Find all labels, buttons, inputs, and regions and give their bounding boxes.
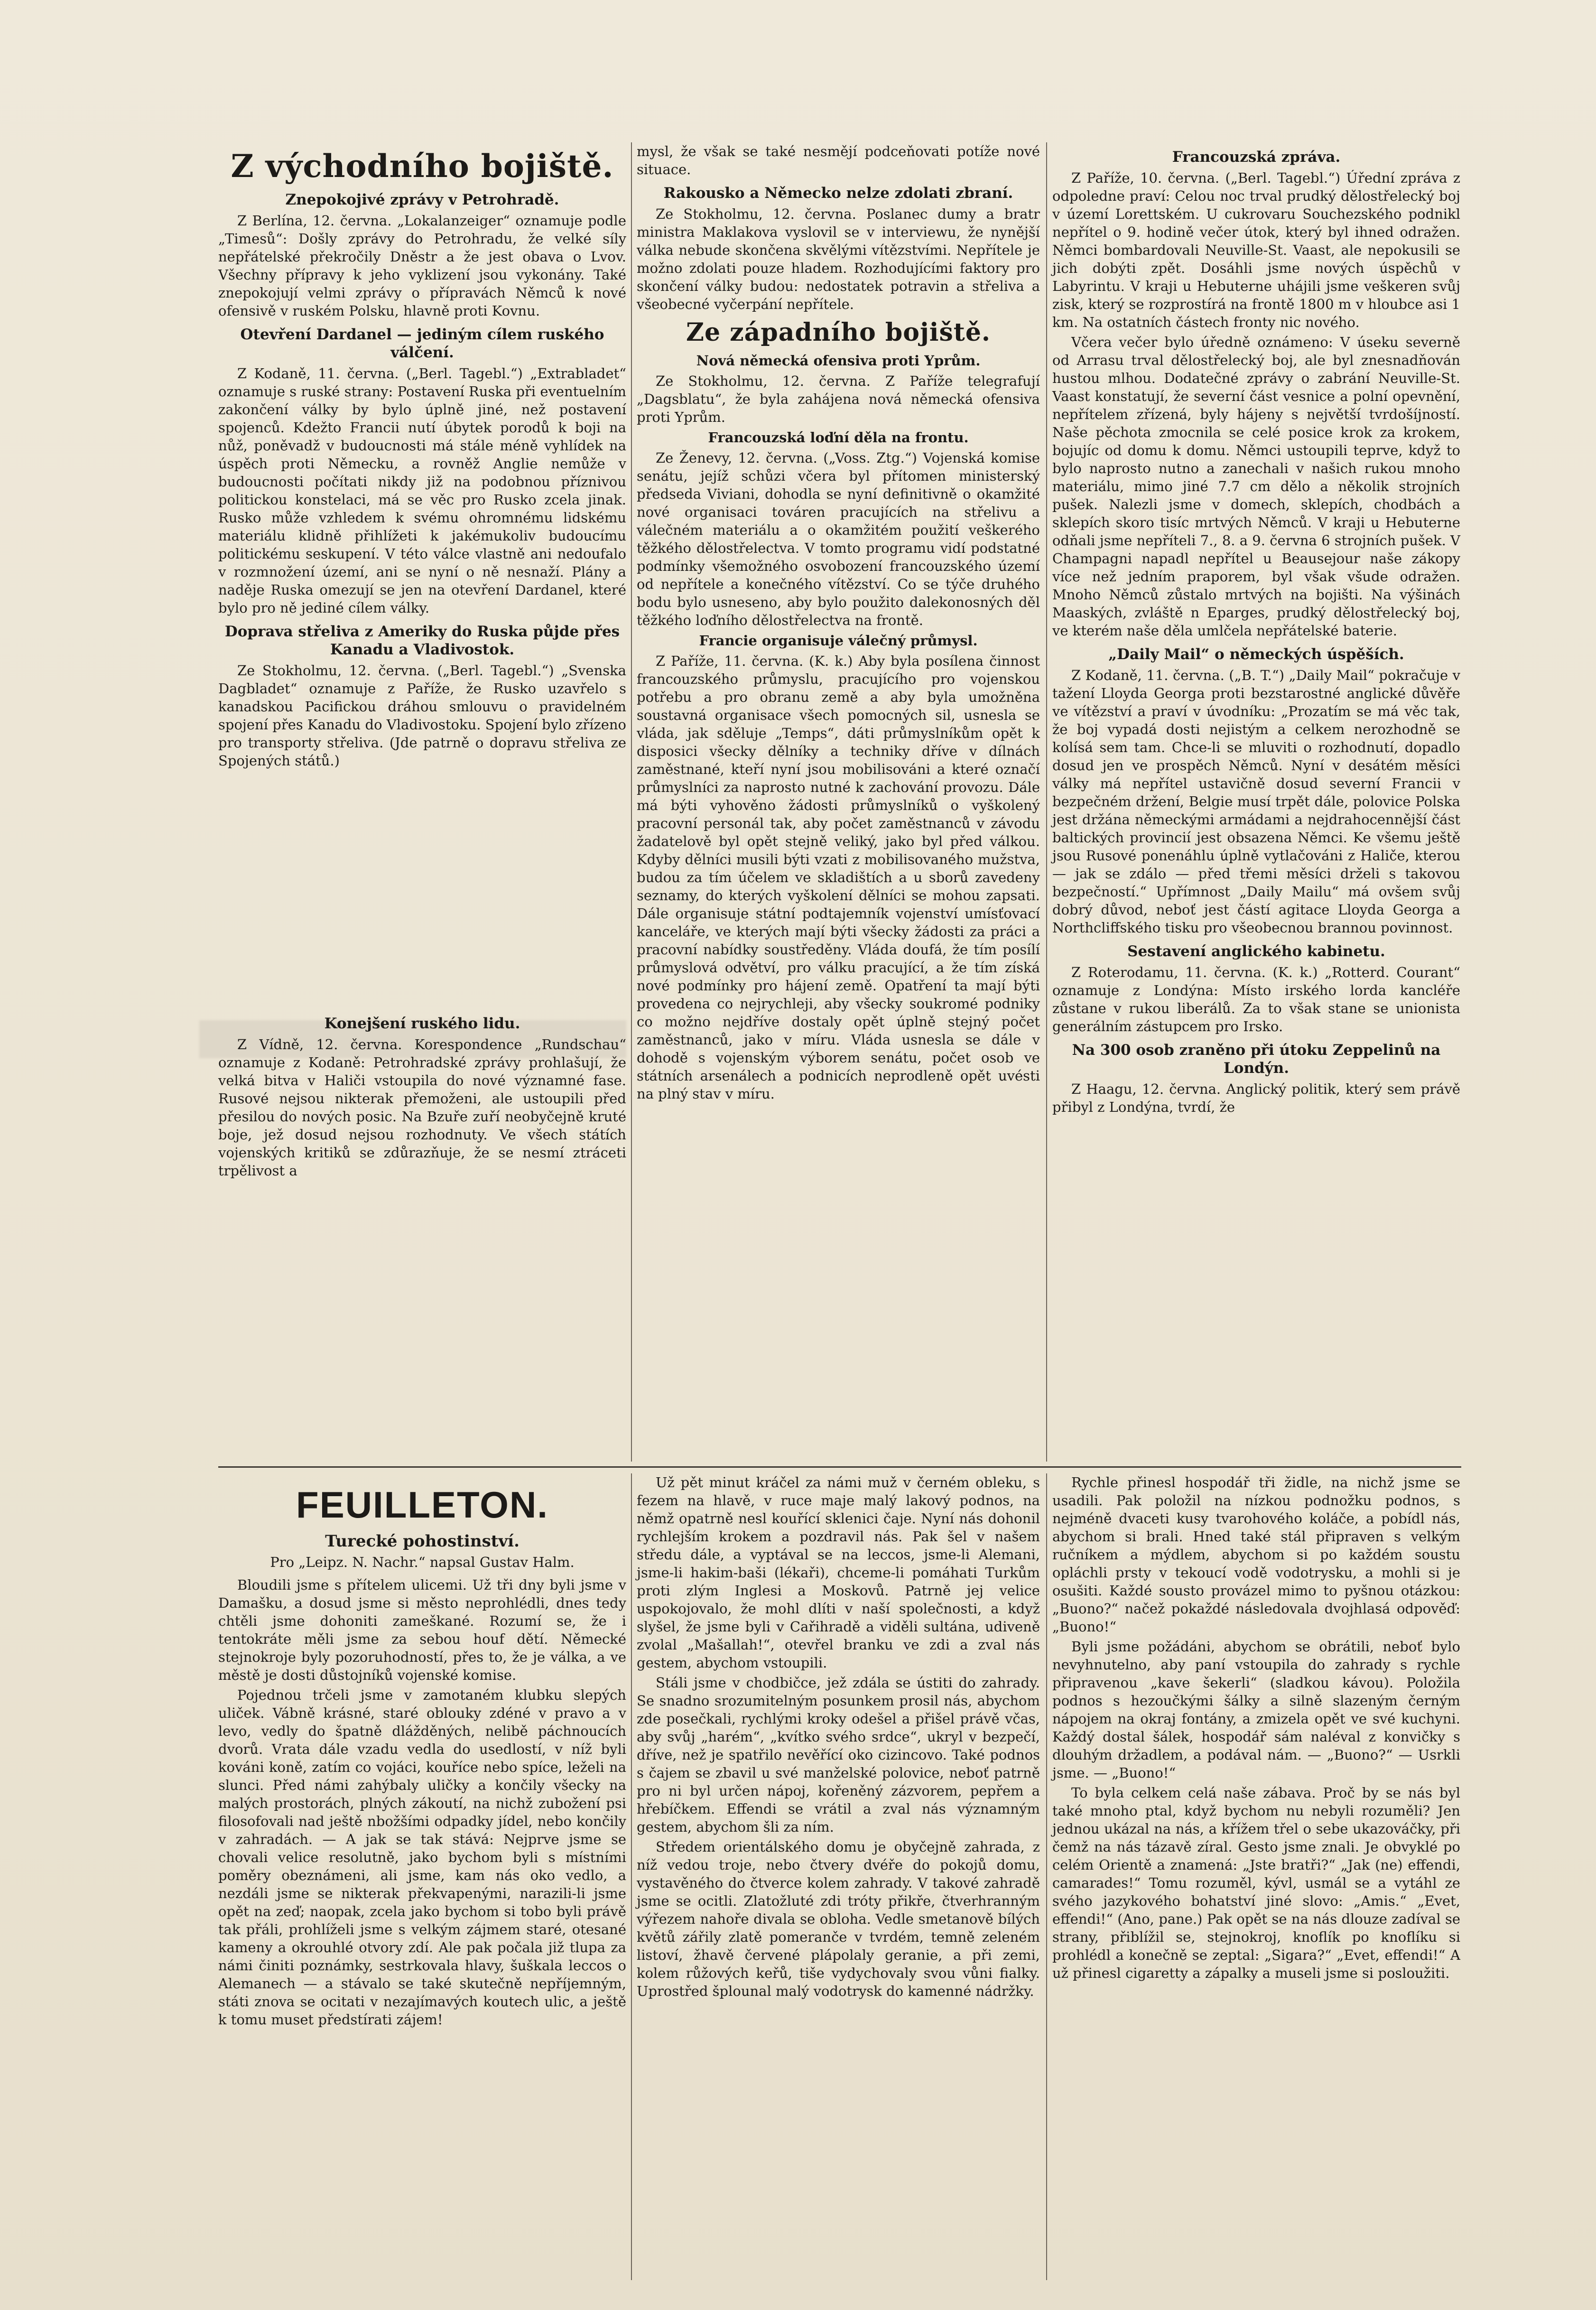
feuilleton-byline: Pro „Leipz. N. Nachr.“ napsal Gustav Halm. xyxy=(270,1554,575,1570)
article-heading: Na 300 osob zraněno při útoku Zeppelinů na Londýn. xyxy=(1072,1042,1441,1077)
article-heading: Francouzská zpráva. xyxy=(1172,149,1341,166)
article-text: Ze Stokholmu, 12. června. Poslanec dumy a bratr ministra Maklakova vyslovil se v interviewu, že nynější válka nebude skončena skvělými vítězstvími. Nepřítele je možno zdolati pouze hladem. Rozhodujícími faktory pro skončení války budou: nedostatek potravin a střeliva a všeobecné vyčerpání nepřítele. xyxy=(637,206,1040,312)
article-text: Včera večer bylo úředně oznámeno: V úseku severně od Arrasu trval dělostřelecký boj, ale byl znesnadňován hustou mlhou. Dodatečné zprávy o zabrání Neuville-St. Vaast konstatují, že severní část vesnice a polní opevnění, nepřítelem zřízená, byly hájeny s největší tvrdošíjností. Naše pěchota zmocnila se celé posice krok za krokem, bojujíc od domu k domu. Němci ustoupili teprve, když to bylo naprosto nutno a zanechali v našich rukou mnoho materiálu, mimo jiné 7.7 cm dělo a několik strojních pušek. Nalezli jsme v domech, sklepích, chodbách a sklepích skoro tisíc mrtvých Němců. V kraji u Hebuterne odňali jsme nepříteli 7., 8. a 9. června 6 strojních pušek. V Champagni napadl nepřítel u Beausejour naše zákopy více než jedním praporem, byl však všude odražen. Mnoho Němců zůstalo mrtvých na bojišti. Na výšinách Maaských, zvláště n Eparges, prudký dělostřelecký boj, ve kterém naše děla umlčela nepřátelské baterie. xyxy=(1052,334,1460,639)
feuilleton-separator xyxy=(218,1466,1461,1468)
article-text: Z Vídně, 12. června. Korespondence „Rundschau“ oznamuje z Kodaně: Petrohradské zprávy prohlašují, že velká bitva v Haliči vstoupila do nové významné fase. Rusové nejsou nikterak přemoženi, ale ustoupili před přesilou do nových posic. Na Bzuře zuří neobyčejně kruté boje, jež dosud nejsou rozhodnuty. Ve všech státích vojenských kritiků se zdůrazňuje, že se nesmí ztráceti trpělivost a xyxy=(218,1036,626,1179)
article-heading: Francie organisuje válečný průmysl. xyxy=(699,633,978,649)
article-text: Ze Stokholmu, 12. června. Z Paříže telegrafují „Dagsblatu“, že byla zahájena nová německá ofensiva proti Yprům. xyxy=(637,373,1040,425)
article-heading: Konejšení ruského lidu. xyxy=(324,1015,520,1032)
feuilleton-paragraph: Středem orientálského domu je obyčejně zahrada, z níž vedou troje, nebo čtvery dvéře do pokojů domu, vystavěného do čtverce kolem zahrady. V takové zahradě jsme se ocitli. Zlatožluté zdi tróty přikře, čtverhranným výřezem nahoře divala se obloha. Vedle smetanově bílých květů zářily zlatě pomeranče v tvrdém, temně zeleném listoví, žhavě červené plápolaly geranie, a při zemi, kolem růžových keřů, tiše vydychovaly svou vůni fialky. Uprostřed šplounal malý vodotrysk do kamenné nádržky. xyxy=(637,1839,1040,1999)
article-text: Z Kodaně, 11. června. („B. T.“) „Daily Mail“ pokračuje v tažení Lloyda Georga proti bezstarostné anglické důvěře ve vítězství a praví v úvodníku: „Prozatím se má věc tak, že boj vypadá dosti nejistým a celkem nerozhodně se kolísá sem tam. Chce-li se mluviti o rozhodnutí, dopadlo dosud jen ve prospěch Němců. Nyní v desátém měsíci války má nepřítel ustavičně dosud severní Francii v bezpečném držení, Belgie musí trpět dále, polovice Polska jest držána německými armádami a nejdrahocennější část baltických provincií jest obsazena Němci. Ke všemu ještě jsou Rusové ponenáhlu úplně vytlačováni z Haliče, kterou — jak se zdálo — před třemi měsíci drželi s takovou bezpečností.“ Upřímnost „Daily Mailu“ má ovšem svůj dobrý důvod, neboť jest částí agitace Lloyda Georga a Northcliffského tisku pro všeobecnou brannou povinnost. xyxy=(1052,667,1460,936)
article-heading: Francouzská loďní děla na frontu. xyxy=(708,429,969,446)
spacer xyxy=(218,772,626,1009)
feuilleton-paragraph: Pojednou trčeli jsme v zamotaném klubku slepých uliček. Vábně krásné, staré oblouky zdéné v pravo a v levo, vedly do špatně dlážděných, nelibě páchnoucích dvorů. Vrata dále vzadu vedla do usedlostí, v níž byli kováni koně, zatím co vojáci, kouříce nebo spíce, leželi na slunci. Před námi zahýbaly uličky a končily všecky na malých prostorách, plných zákoutí, na nichž zubožení psi filosofovali nad ještě nbožšími odpadky jídel, nebo končily v zahradách. — A jak se tak stává: Nejprve jsme se chovali velice resolutně, jako bychom byli s místními poměry obeznámeni, ali jsme, kam nás oko vedlo, a nezdáli jsme se nikterak překvapenými, narazili-li jsme opět na zeď; naopak, zcela jako bychom si tobo byli právě tak přáli, prohlíželi jsme s velkým zájmem staré, otesané kameny a okrouhlé otvory zdí. Ale pak počala již tlupa za námi činiti poznámky, sestrkovala hlavy, šuškala leccos o Alemanech — a stávalo se také skutečně nepříjemným, státi znova se ocitati v nezajímavých koutech ulic, a ještě k tomu muset předstírati zájem! xyxy=(218,1687,626,2028)
section-title-west: Ze západního bojiště. xyxy=(686,318,991,347)
column-rule xyxy=(631,1473,632,2280)
article-heading: Otevření Dardanel — jediným cílem ruského válčení. xyxy=(240,326,604,361)
article-heading: Nová německá ofensiva proti Yprům. xyxy=(696,353,981,369)
article-text: Z Kodaně, 11. června. („Berl. Tagebl.“) „Extrabladet“ oznamuje s ruské strany: Postavení Ruska při eventuelním zakončení války by bylo úplně jiné, než postavení spojenců. Kdežto Francii nutí úbytek porodů k boji na nůž, poněvadž v budoucnosti má stále méně vyhlídek na úspěch proti Německu, a rovněž Anglie nemůže v budoucnosti počítati nikdy již na podobnou příznivou politickou konstelaci, má se věc pro Rusko zcela jinak. Rusko může vzhledem k svému ohromnému lidskému materiálu klidně přihlížeti k jakémukoliv budoucímu politickému seskupení. V této válce vlastně ani nedoufalo v rozmnožení území, ani se nyní o ně nesnaží. Plány a naděje Ruska omezují se jen na otevření Dardanel, které bylo pro ně jediné cílem války. xyxy=(218,365,626,616)
article-heading: Sestavení anglického kabinetu. xyxy=(1127,943,1385,960)
feuilleton-left xyxy=(218,1473,626,2031)
article-text: Z Berlína, 12. června. „Lokalanzeiger“ oznamuje podle „Timesů“: Došly zprávy do Petrohradu, že velké síly nepřátelské překročily Dněstr a že jest obava o Lvov. Všechny přípravy k jeho vyklizení jsou vykonány. Také znepokojují velmi zprávy o přípravách Němců k nové ofensivě v ruském Polsku, hlavně proti Kovnu. xyxy=(218,213,626,319)
feuilleton-paragraph: Rychle přinesl hospodář tři židle, na nichž jsme se usadili. Pak položil na nízkou podnožku podnos, s nejméně dvaceti kusy tvarohového koláče, a pobídl nás, abychom si brali. Hned také stál připraven s velkým ručníkem a mýdlem, abychom si po každém soustu opláchli prsty v tekoucí vodě vodotrysku, a mohli si je osušiti. Každé sousto provázel mimo to pyšnou otázkou: „Buono?“ načež pokaždé následovala dvojhlasá odpověď: „Buono!“ xyxy=(1052,1474,1460,1635)
feuilleton-right xyxy=(1052,1473,1460,1984)
section-title-east: Z východního bojiště. xyxy=(231,148,614,185)
article-text: Ze Stokholmu, 12. června. („Berl. Tagebl.“) „Svenska Dagbladet“ oznamuje z Paříže, že Rusko uzavřelo s kanadskou Pacifickou dráhou smlouvu o pravidelném spojení přes Kanadu do Vladivostoku. Spojení bylo zřízeno pro transporty střeliva. (Jde patrně o dopravu střeliva ze Spojených států.) xyxy=(218,662,626,769)
feuilleton-middle xyxy=(637,1473,1040,2002)
feuilleton-paragraph: Stáli jsme v chodbičce, jež zdála se ústiti do zahrady. Se snadno srozumitelným posunkem prosil nás, abychom zde posečkali, rychlými kroky odešel a přišel právě včas, aby svůj „harém“, „kvítko svého srdce“, ukryl v bezpečí, dříve, než je spatřilo nevěřící oko cizincovo. Také podnos s čajem se zbavil u své manželské polovice, neboť patrně pro ni byl určen nápoj, kořeněný zázvorem, pepřem a hřebíčkem. Effendi se vrátil a zval nás významným gestem, abychom šli za ním. xyxy=(637,1675,1040,1835)
article-text: Ze Ženevy, 12. června. („Voss. Ztg.“) Vojenská komise senátu, jejíž schůzi včera byl přítomen ministerský předseda Viviani, dohodla se nyní definitivně o okamžité nové organisaci továren pracujících na střelivu a válečném materiálu a o okamžitém použití veškerého těžkého dělostřelectva. V tomto programu vidí podstatné podmínky všemožného osvobození francouzského území od nepřítele a konečného vítězství. Co se týče druhého bodu bylo usneseno, aby bylo použito dalekonosných děl těžkého loďního dělostřelectva na frontě. xyxy=(637,450,1040,628)
article-text: Z Roterodamu, 11. června. (K. k.) „Rotterd. Courant“ oznamuje z Londýna: Místo irského lorda kancléře zůstane v rukou liberálů. Za to však stane se unionista generálním zástupcem pro Irsko. xyxy=(1052,964,1460,1034)
column-rule xyxy=(1046,1473,1047,2280)
article-heading: Doprava střeliva z Ameriky do Ruska půjde přes Kanadu a Vladivostok. xyxy=(224,623,620,658)
article-heading: Znepokojivé zprávy v Petrohradě. xyxy=(285,191,559,208)
column-1 xyxy=(218,142,626,1182)
article-text: Z Paříže, 11. června. (K. k.) Aby byla posílena činnost francouzského průmyslu, pracujícího pro vojenskou potřebu a pro obranu země a aby byla umožněna soustavná organisace všech pomocných sil, usnesla se vláda, jak sděluje „Temps“, dáti průmyslníkům opět k disposici všecky dělníky a techniky dříve v dílnách zaměstnané, kteří nyní jsou mobilisováni a které označí průmyslníci za naprosto nutné k zachování provozu. Dále má býti vyhověno žádosti průmyslníků o vyškolený pracovní personál tak, aby počet zaměstnanců v závodu žadatelově byl opět stejně veliký, jako byl před válkou. Kdyby dělníci musili býti vzati z mobilisovaného mužstva, budou za tím účelem ve skladištích a u sborů zavedeny seznamy, do kterých vyškolení dělníci se mohou zapsati. Dále organisuje státní podtajemník vojenství umísťovací kanceláře, ve kterých mají býti všecky žádosti za práci a pracovní nabídky soustředěny. Vláda doufá, že tím posílí průmyslová odvětví, pro válku pracující, a že tím získá nové podmínky pro hájení země. Opatření ta mají býti provedena co nejrychleji, aby všecky soukromé podniky co možno nejdříve dostaly opět úplně stejný počet zaměstnanců, jako v míru. Vláda usnesla se dále v dohodě s vojenským výborem senátu, počet osob ve státních arsenálech a podnicích neprodleně opět uvésti na plný stav v míru. xyxy=(637,653,1040,1102)
column-rule xyxy=(631,142,632,1462)
article-text: Z Paříže, 10. června. („Berl. Tagebl.“) Úřední zpráva z odpoledne praví: Celou noc trval prudký dělostřelecký boj v území Lorettském. U cukrovaru Souchezského podnikl nepřítel o 9. hodině večer útok, který byl ihned odražen. Němci bombardovali Neuville-St. Vaast, ale nepokusili se jich dobýti zpět. Dosáhli jsme nových úspěchů v Labyrintu. V kraji u Hebuterne uhájili jsme veškeren svůj zisk, který se rozprostírá na frontě 1800 m v hloubce asi 1 km. Na ostatních částech fronty nic nového. xyxy=(1052,170,1460,330)
article-text: Z Haagu, 12. června. Anglický politik, který sem právě přibyl z Londýna, tvrdí, že xyxy=(1052,1081,1460,1115)
article-text: mysl, že však se také nesmějí podceňovati potíže nové situace. xyxy=(637,143,1040,177)
column-3 xyxy=(1052,142,1460,1118)
article-heading: Rakousko a Německo nelze zdolati zbraní. xyxy=(663,185,1013,202)
feuilleton-paragraph: Už pět minut kráčel za námi muž v černém obleku, s fezem na hlavě, v ruce maje malý lakový podnos, na němž opatrně nesl kouřící sklenici čaje. Nyní nás dohonil rychlejším krokem a pozdravil nás. Pak šel v našem středu dále, a vyptával se na leccos, jsme-li Alemani, jsme-li hakim-baši (lékaři), chceme-li pomáhati Turkům proti zlým Inglesi a Moskovů. Patrně jej velice uspokojovalo, že mohl dlíti v naší společnosti, a když slyšel, že jsme byli v Cařihradě a viděli sultána, udiveně zvolal „Mašallah!“, otevřel branku ve zdi a zval nás gestem, abychom vstoupili. xyxy=(637,1474,1040,1671)
feuilleton-paragraph: Bloudili jsme s přítelem ulicemi. Už tři dny byli jsme v Damašku, a dosud jsme si město neprohlédli, dnes tedy chtěli jsme dohoniti zameškané. Rozumí se, že i tentokráte měli jsme za sebou houf dětí. Německé stejnokroje byly pozoruhodností, přes to, že je válka, a ve městě je dosti důstojníků vojenské komise. xyxy=(218,1577,626,1683)
feuilleton-heading: FEUILLETON. xyxy=(296,1484,548,1526)
article-heading: „Daily Mail“ o německých úspěších. xyxy=(1108,646,1404,663)
column-rule xyxy=(1046,142,1047,1462)
feuilleton-title: Turecké pohostinství. xyxy=(325,1532,520,1551)
column-2 xyxy=(637,142,1040,1105)
feuilleton-paragraph: To byla celkem celá naše zábava. Proč by se nás byl také mnoho ptal, když bychom nu nebyli rozuměli? Jen jednou ukázal na nás, a křížem třel o sebe ukazováčky, při čemž na nás tázavě zíral. Gesto jsme znali. Je obvyklé po celém Orientě a znamená: „Jste bratři?“ „Jak (ne) effendi, camarades!“ Tomu rozuměl, kývl, usmál se a vytáhl ze svého jazykového bohatství jiné slovo: „Amis.“ „Evet, effendi!“ (Ano, pane.) Pak opět se na nás dlouze zadíval se strany, přiblížil se, stejnokroj, knoflík po knoflíku si prohlédl a konečně se zeptal: „Sigara?“ „Evet, effendi!“ A už přinesl cigaretty a zápalky a museli jsme si posloužiti. xyxy=(1052,1785,1460,1981)
feuilleton-paragraph: Byli jsme požádáni, abychom se obrátili, neboť bylo nevyhnutelno, aby paní vstoupila do zahrady s rychle připravenou „kave šekerli“ (sladkou kávou). Položila podnos s hezoučkými šálky a silně slazeným černým nápojem na okraj fontány, a zmizela opět ve své kuchyni. Každý dostal šálek, hospodář sám naléval z konvičky s dlouhým držadlem, a podával nám. — „Buono?“ — Usrkli jsme. — „Buono!“ xyxy=(1052,1639,1460,1781)
